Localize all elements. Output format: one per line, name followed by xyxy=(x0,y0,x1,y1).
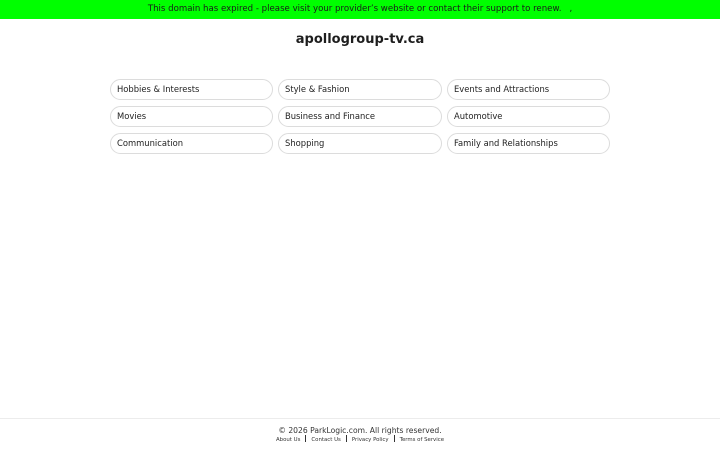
category-link-shopping[interactable]: Shopping xyxy=(278,133,442,154)
category-grid xyxy=(110,79,610,154)
footer-divider xyxy=(0,418,720,419)
expired-domain-banner xyxy=(0,0,720,19)
category-link-movies[interactable]: Movies xyxy=(110,106,273,127)
category-link-family-relationships[interactable]: Family and Relationships xyxy=(447,133,610,154)
category-link-events-attractions[interactable]: Events and Attractions xyxy=(447,79,610,100)
banner-text: This domain has expired - please visit your provider’s website or contact their support to renew. xyxy=(147,4,562,14)
footer-link-terms-of-service[interactable]: Terms of Service xyxy=(399,437,445,443)
footer-link-about-us[interactable]: About Us xyxy=(275,437,301,443)
category-link-communication[interactable]: Communication xyxy=(110,133,273,154)
footer-link-privacy-policy[interactable]: Privacy Policy xyxy=(351,437,389,443)
category-link-business-finance[interactable]: Business and Finance xyxy=(278,106,442,127)
footer-link-contact-us[interactable]: Contact Us xyxy=(311,437,341,443)
domain-title: apollogroup-tv.ca xyxy=(295,32,425,47)
footer-link-separator xyxy=(346,435,347,442)
category-link-style-fashion[interactable]: Style & Fashion xyxy=(278,79,442,100)
footer-link-separator xyxy=(394,435,395,442)
category-link-automotive[interactable]: Automotive xyxy=(447,106,610,127)
footer-links xyxy=(0,435,720,443)
footer-link-separator xyxy=(305,435,306,442)
footer-copyright: © 2026 ParkLogic.com. All rights reserved. xyxy=(278,426,442,435)
banner-trailing-mark: , xyxy=(569,4,573,14)
category-link-hobbies-interests[interactable]: Hobbies & Interests xyxy=(110,79,273,100)
